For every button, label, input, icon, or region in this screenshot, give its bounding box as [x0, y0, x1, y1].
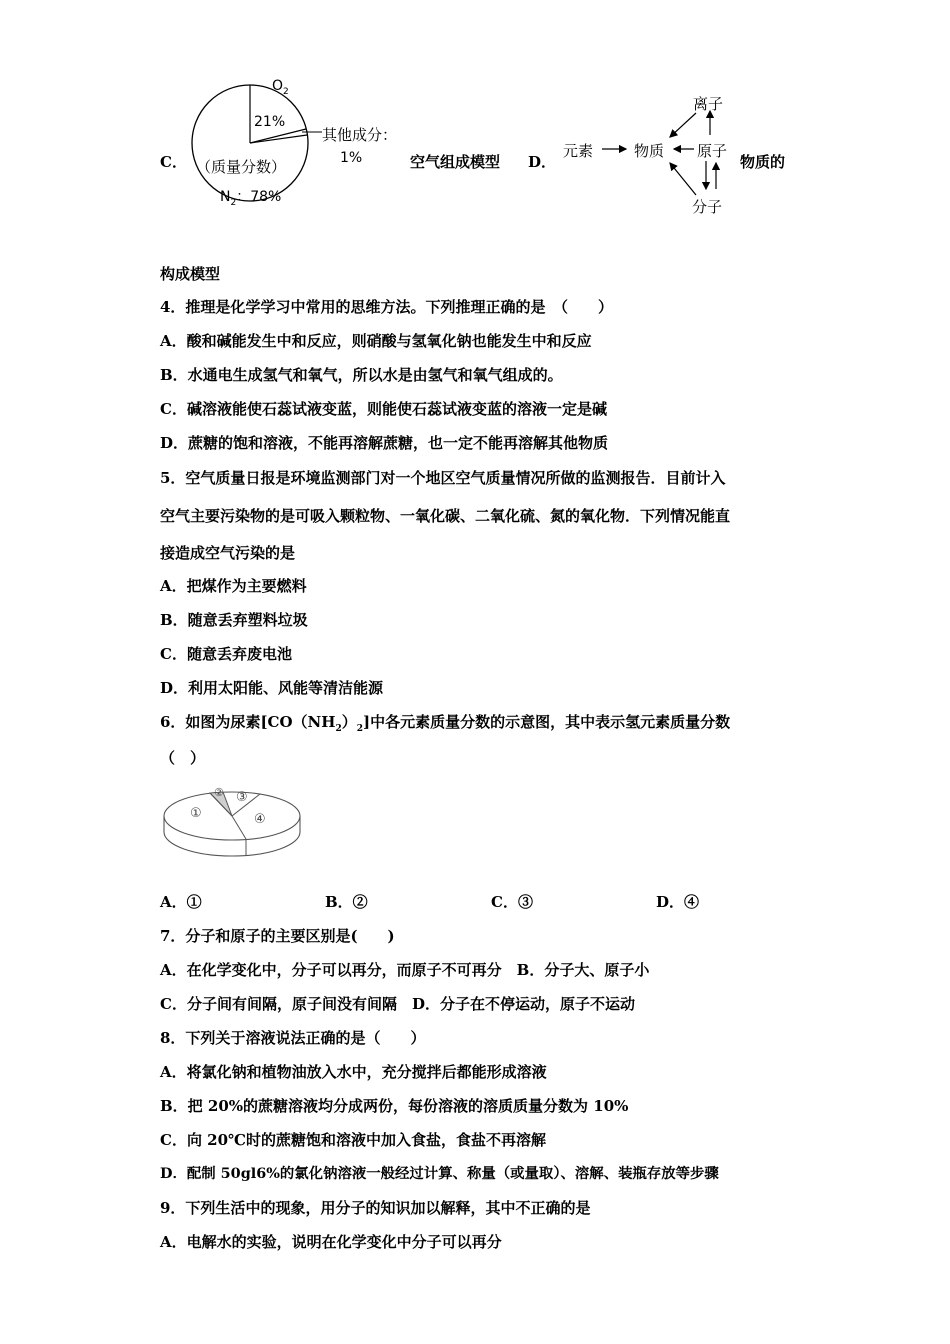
element-node: 元素 — [563, 142, 594, 160]
substance-node: 物质 — [634, 142, 665, 160]
q6-option-d: D．④ — [656, 893, 700, 911]
q6-option-b: B．② — [325, 893, 368, 911]
q7-options-line1: A．在化学变化中，分子可以再分，而原子不可再分 B．分子大、原子小 — [160, 961, 650, 979]
mass-fraction-label: （质量分数） — [196, 158, 287, 176]
q5-option-c: C．随意丢弃废电池 — [160, 645, 292, 663]
q6-answer-paren: （ ） — [160, 749, 206, 767]
q8-option-c: C．向 20℃时的蔗糖饱和溶液中加入食盐，食盐不再溶解 — [160, 1131, 547, 1149]
option-d-label: D． — [528, 153, 557, 171]
q4-stem: 4．推理是化学学习中常用的思维方法。下列推理正确的是 （ ） — [160, 298, 613, 316]
q7-options-line2: C．分子间有间隔，原子间没有间隔 D．分子在不停运动，原子不运动 — [160, 995, 635, 1013]
q8-stem: 8．下列关于溶液说法正确的是（ ） — [160, 1029, 426, 1047]
figure-c-caption: 空气组成模型 — [410, 153, 501, 171]
pie-label-1: ① — [190, 806, 202, 821]
q4-option-c: C．碱溶液能使石蕊试液变蓝，则能使石蕊试液变蓝的溶液一定是碱 — [160, 400, 607, 418]
o2-percent: 21% — [254, 114, 286, 130]
q9-option-a: A．电解水的实验，说明在化学变化中分子可以再分 — [160, 1233, 502, 1251]
q8-option-a: A．将氯化钠和植物油放入水中，充分搅拌后都能形成溶液 — [160, 1063, 547, 1081]
q5-stem-line3: 接造成空气污染的是 — [160, 544, 296, 562]
q4-option-d: D．蔗糖的饱和溶液，不能再溶解蔗糖，也一定不能再溶解其他物质 — [160, 434, 609, 452]
n2-label: $N_2$：78% — [220, 189, 282, 208]
q6-option-a: A．① — [160, 893, 202, 911]
pie-label-2: ② — [214, 786, 224, 799]
q5-option-a: A．把煤作为主要燃料 — [160, 577, 307, 595]
arrow-molecule-to-substance — [670, 163, 696, 195]
q4-option-a: A．酸和碱能发生中和反应，则硝酸与氢氧化钠也能发生中和反应 — [160, 332, 592, 350]
arrow-ion-to-substance — [670, 113, 696, 137]
urea-pie-chart — [160, 784, 305, 864]
others-percent: 1% — [340, 150, 363, 166]
q5-option-d: D．利用太阳能、风能等清洁能源 — [160, 679, 384, 697]
q5-stem-line1: 5．空气质量日报是环境监测部门对一个地区空气质量情况所做的监测报告．目前计入 — [160, 469, 726, 487]
others-label: 其他成分： — [322, 126, 398, 144]
q4-option-b: B．水通电生成氢气和氧气，所以水是由氢气和氧气组成的。 — [160, 366, 563, 384]
pie-label-4: ④ — [254, 812, 266, 827]
ion-node: 离子 — [693, 95, 724, 113]
molecule-node: 分子 — [692, 198, 723, 216]
q5-stem-line2: 空气主要污染物的是可吸入颗粒物、一氧化碳、二氧化硫、氮的氧化物．下列情况能直 — [160, 507, 731, 525]
q8-option-d: D．配制 50gl6%的氯化钠溶液一般经过计算、称量（或量取）、溶解、装瓶存放等步骤 — [160, 1165, 719, 1182]
pie-label-3: ③ — [236, 790, 248, 805]
q6-option-c: C．③ — [491, 893, 533, 911]
atom-node: 原子 — [697, 142, 728, 160]
q6-stem: 6．如图为尿素$[CO(NH_2)_2]$中各元素质量分数的示意图，其中表示氢元素质量分数 — [160, 713, 731, 734]
q9-stem: 9．下列生活中的现象，用分子的知识加以解释，其中不正确的是 — [160, 1199, 591, 1217]
figure-d-caption-part2: 构成模型 — [160, 265, 221, 283]
q7-stem: 7．分子和原子的主要区别是( ) — [160, 927, 395, 945]
q8-option-b: B．把 20%的蔗糖溶液均分成两份，每份溶液的溶质质量分数为 10% — [160, 1097, 629, 1115]
option-c-label: C． — [160, 153, 187, 171]
figure-d-caption-part1: 物质的 — [740, 153, 786, 171]
q5-option-b: B．随意丢弃塑料垃圾 — [160, 611, 308, 629]
o2-label: $O_2$ — [272, 78, 289, 97]
